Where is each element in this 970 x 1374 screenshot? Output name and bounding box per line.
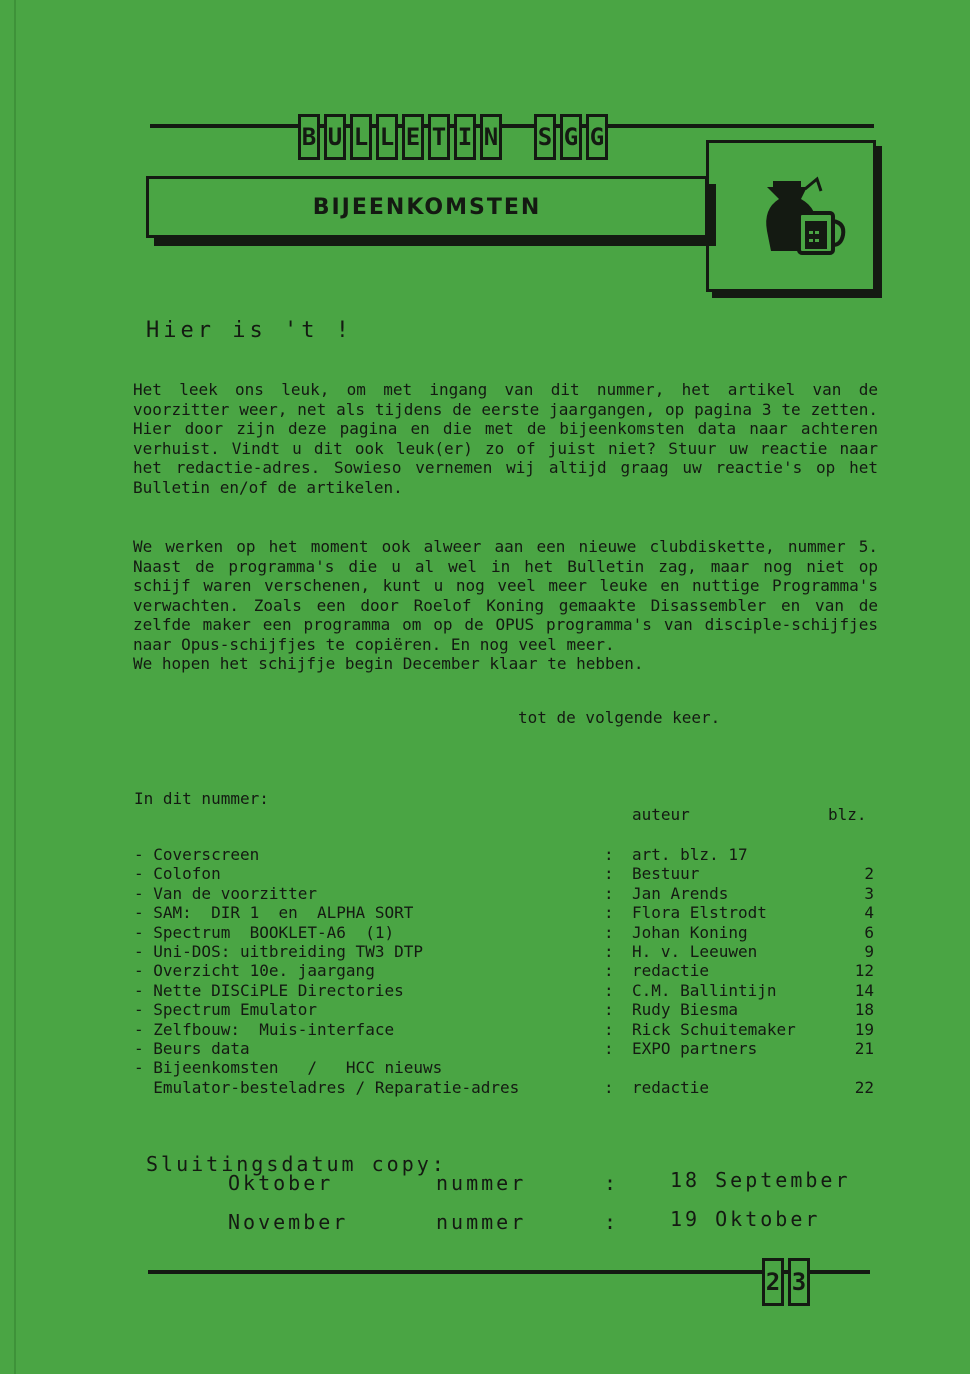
deadline-date: 19 Oktober: [670, 1207, 821, 1231]
toc-author: Bestuur: [632, 864, 700, 884]
toc-row: [134, 1000, 874, 1019]
masthead-logo: [298, 114, 608, 160]
toc-row: [134, 961, 874, 980]
deadline-month: November: [228, 1210, 349, 1234]
page-number-digit: 2: [762, 1258, 784, 1306]
greeting-heading: Hier is 't !: [146, 318, 353, 343]
toc-page: 3: [864, 883, 874, 903]
toc-author: Jan Arends: [632, 883, 729, 903]
toc-author: art. blz. 17: [632, 845, 748, 864]
coffee-pot-icon: [749, 169, 849, 269]
toc-row: [134, 942, 874, 961]
masthead-letter: T: [428, 114, 450, 160]
toc-title: Emulator-besteladres / Reparatie-adres: [134, 1077, 520, 1097]
toc-author: C.M. Ballintijn: [632, 980, 777, 1000]
toc-title: - Spectrum BOOKLET-A6 (1): [134, 922, 395, 942]
deadline-heading: Sluitingsdatum copy:: [146, 1152, 447, 1176]
toc-intro: In dit nummer:: [134, 789, 269, 808]
deadline-label: nummer: [436, 1210, 527, 1234]
toc-separator: [604, 1058, 632, 1077]
toc-page: 9: [864, 941, 874, 961]
toc-page: [832, 1058, 874, 1077]
toc-separator: :: [604, 1019, 614, 1039]
toc-author: Johan Koning: [632, 922, 748, 942]
toc-row: [134, 923, 874, 942]
toc-title: - Overzicht 10e. jaargang: [134, 961, 375, 981]
toc-page-header: blz.: [828, 805, 867, 824]
toc-separator: :: [604, 980, 614, 1000]
toc-author: redactie: [632, 1077, 710, 1097]
toc-separator: :: [604, 883, 614, 903]
toc-page: 2: [864, 864, 874, 884]
deadline-label: nummer: [436, 1171, 527, 1195]
toc-title: - Beurs data: [134, 1038, 250, 1058]
toc-row: [134, 1020, 874, 1039]
toc-title: - Bijeenkomsten / HCC nieuws: [134, 1058, 443, 1078]
toc-separator: :: [604, 903, 614, 923]
toc-row: [134, 1039, 874, 1058]
toc-page: 14: [854, 980, 874, 1000]
toc-row: [134, 1058, 874, 1077]
masthead-letter: N: [480, 114, 502, 160]
masthead-letter: S: [534, 114, 556, 160]
toc-title: - Zelfbouw: Muis-interface: [134, 1019, 395, 1039]
section-banner: [146, 176, 708, 238]
toc-page: 22: [854, 1077, 874, 1097]
masthead-letter: G: [560, 114, 582, 160]
toc-page: 18: [854, 1000, 874, 1020]
coffee-illustration: [706, 140, 876, 292]
toc-author: Rick Schuitemaker: [632, 1019, 796, 1039]
masthead-letter: U: [324, 114, 346, 160]
toc-separator: :: [604, 1000, 614, 1020]
toc-separator: :: [604, 845, 614, 864]
deadline-colon: :: [604, 1210, 620, 1234]
toc-title: - SAM: DIR 1 en ALPHA SORT: [134, 903, 414, 923]
toc-title: - Coverscreen: [134, 845, 260, 864]
page-number-digit: 3: [788, 1258, 810, 1306]
paragraph-2: We werken op het moment ook alweer aan een nieuwe clubdiskette, nummer 5. Naast de programma's die u al wel in het Bulletin zag, maar nog niet op schijf waren verschenen, kunt u nog veel meer leuke en nuttige Programma's verwachten. Zoals een door Roelof Koning gemaakte Disassembler en van de zelfde maker een programma om op de OPUS programma's van disciple-schijfjes naar Opus-schijfjes te copiëren. En nog veel meer. We hopen het schijfje begin December klaar te hebben.: [133, 537, 878, 673]
masthead-letter: G: [586, 114, 608, 160]
toc-author: Rudy Biesma: [632, 1000, 738, 1020]
toc-author: H. v. Leeuwen: [632, 941, 758, 961]
toc-author: redactie: [632, 961, 710, 981]
masthead-letter: L: [350, 114, 372, 160]
toc-author: Flora Elstrodt: [632, 903, 767, 923]
toc-title: - Nette DISCiPLE Directories: [134, 980, 404, 1000]
toc-separator: :: [604, 922, 614, 942]
toc-page: 6: [864, 922, 874, 942]
masthead-letter: E: [402, 114, 424, 160]
toc-separator: :: [604, 864, 614, 884]
table-of-contents: [134, 845, 874, 1097]
toc-page: [832, 845, 874, 864]
toc-author: EXPO partners: [632, 1038, 758, 1058]
paragraph-1: Het leek ons leuk, om met ingang van dit nummer, het artikel van de voorzitter weer, net als tijdens de eerste jaargangen, op pagina 3 te zetten. Hier door zijn deze pagina en die met de bijeenkomsten data naar achteren verhuist. Vindt u dit ook leuk(er) zo of juist niet? Stuur uw reactie naar het redactie-adres. Sowieso vernemen wij altijd graag uw reactie's op het Bulletin en/of de artikelen.: [133, 380, 878, 497]
deadline-date: 18 September: [670, 1168, 851, 1192]
page-number: [762, 1258, 810, 1306]
toc-row: [134, 864, 874, 883]
signoff: tot de volgende keer.: [518, 708, 721, 727]
toc-row: [134, 884, 874, 903]
toc-separator: :: [604, 1038, 614, 1058]
toc-separator: :: [604, 1077, 614, 1097]
toc-separator: :: [604, 961, 614, 981]
toc-title: - Uni-DOS: uitbreiding TW3 DTP: [134, 941, 423, 961]
masthead-letter: I: [454, 114, 476, 160]
deadline-colon: :: [604, 1171, 620, 1195]
masthead-letter: L: [376, 114, 398, 160]
toc-author-header: auteur: [632, 805, 690, 824]
toc-title: - Spectrum Emulator: [134, 1000, 318, 1020]
toc-row: [134, 1078, 874, 1097]
deadline-month: Oktober: [228, 1171, 334, 1195]
toc-page: 12: [854, 961, 874, 981]
toc-row: [134, 845, 874, 864]
toc-title: - Van de voorzitter: [134, 883, 318, 903]
toc-page: 4: [864, 903, 874, 923]
toc-row: [134, 981, 874, 1000]
toc-separator: :: [604, 941, 614, 961]
section-title: BIJEENKOMSTEN: [312, 194, 542, 220]
masthead-letter: B: [298, 114, 320, 160]
toc-author: [632, 1058, 832, 1077]
toc-row: [134, 903, 874, 922]
paper-fold: [14, 0, 16, 1374]
toc-page: 19: [854, 1019, 874, 1039]
toc-page: 21: [854, 1038, 874, 1058]
toc-title: - Colofon: [134, 864, 221, 884]
